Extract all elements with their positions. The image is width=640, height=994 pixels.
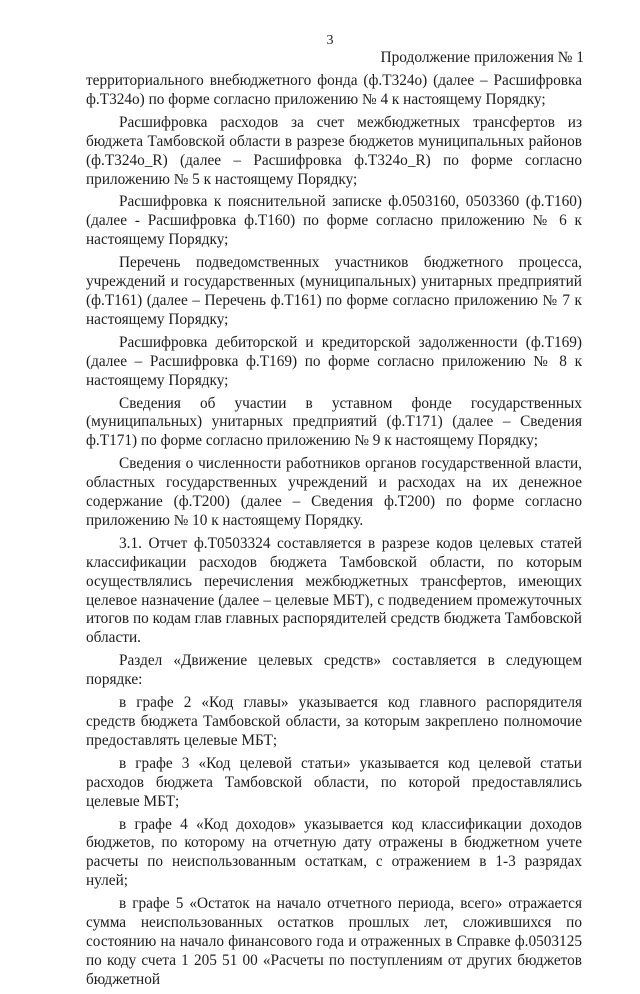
paragraph: в графе 4 «Код доходов» указывается код классификации доходов бюджетов, по которому на отчетную дату отражены в бюджетном учете расчеты по неиспользованным остаткам, с отражением в 1-3 разрядах нулей; [86,815,582,890]
document-body [86,72,582,994]
paragraph: в графе 5 «Остаток на начало отчетного периода, всего» отражается сумма неиспользованных остатков прошлых лет, сложившихся по состоянию на начало финансового года и отраженных в Справке ф.0503125 по коду счета 1 205 51 00 «Расчеты по поступлениям от других бюджетов бюджетной [86,895,582,988]
paragraph: Расшифровка дебиторской и кредиторской задолженности (ф.Т169) (далее – Расшифровка ф.Т169) по форме согласно приложению № 8 к настоящему Порядку; [86,333,582,389]
paragraph: Сведения об участии в уставном фонде государственных (муниципальных) унитарных предприятий (ф.Т171) (далее – Сведения ф.Т171) по форме согласно приложению № 9 к настоящему Порядку; [86,394,582,450]
paragraph: Расшифровка расходов за счет межбюджетных трансфертов из бюджета Тамбовской области в разрезе бюджетов муниципальных районов (ф.Т324о_R) (далее – Расшифровка ф.Т324о_R) по форме согласно приложению № 5 к настоящему Порядку; [86,113,582,188]
paragraph: Расшифровка к пояснительной записке ф.0503160, 0503360 (ф.Т160) (далее - Расшифровка ф.Т160) по форме согласно приложению № 6 к настоящему Порядку; [86,193,582,249]
page-number: 3 [326,33,334,48]
paragraph: 3.1. Отчет ф.Т0503324 составляется в разрезе кодов целевых статей классификации расходов бюджета Тамбовской области, по которым осуществлялись перечисления межбюджетных трансфертов, имеющих целевое назначение (далее – целевые МБТ), с подведением промежуточных итогов по кодам глав главных распорядителей средств бюджета Тамбовской области. [86,534,582,647]
paragraph: территориального внебюджетного фонда (ф.Т324о) (далее – Расшифровка ф.Т324о) по форме согласно приложению № 4 к настоящему Порядку; [86,72,582,108]
paragraph: в графе 3 «Код целевой статьи» указывается код целевой статьи расходов бюджета Тамбовской области, по которой предоставлялись целевые МБТ; [86,754,582,810]
paragraph: в графе 2 «Код главы» указывается код главного распорядителя средств бюджета Тамбовской области, за которым закреплено полномочие предоставлять целевые МБТ; [86,694,582,749]
appendix-continuation-label: Продолжение приложения № 1 [380,49,584,66]
paragraph: Сведения о численности работников органов государственной власти, областных государственных учреждений и расходах на их денежное содержание (ф.Т200) (далее – Сведения ф.Т200) по форме согласно приложению № 10 к настоящему Порядку. [86,455,582,529]
paragraph: Перечень подведомственных участников бюджетного процесса, учреждений и государственных (муниципальных) унитарных предприятий (ф.Т161) (далее – Перечень ф.Т161) по форме согласно приложению № 7 к настоящему Порядку; [86,254,582,328]
paragraph: Раздел «Движение целевых средств» составляется в следующем порядке: [86,652,582,689]
